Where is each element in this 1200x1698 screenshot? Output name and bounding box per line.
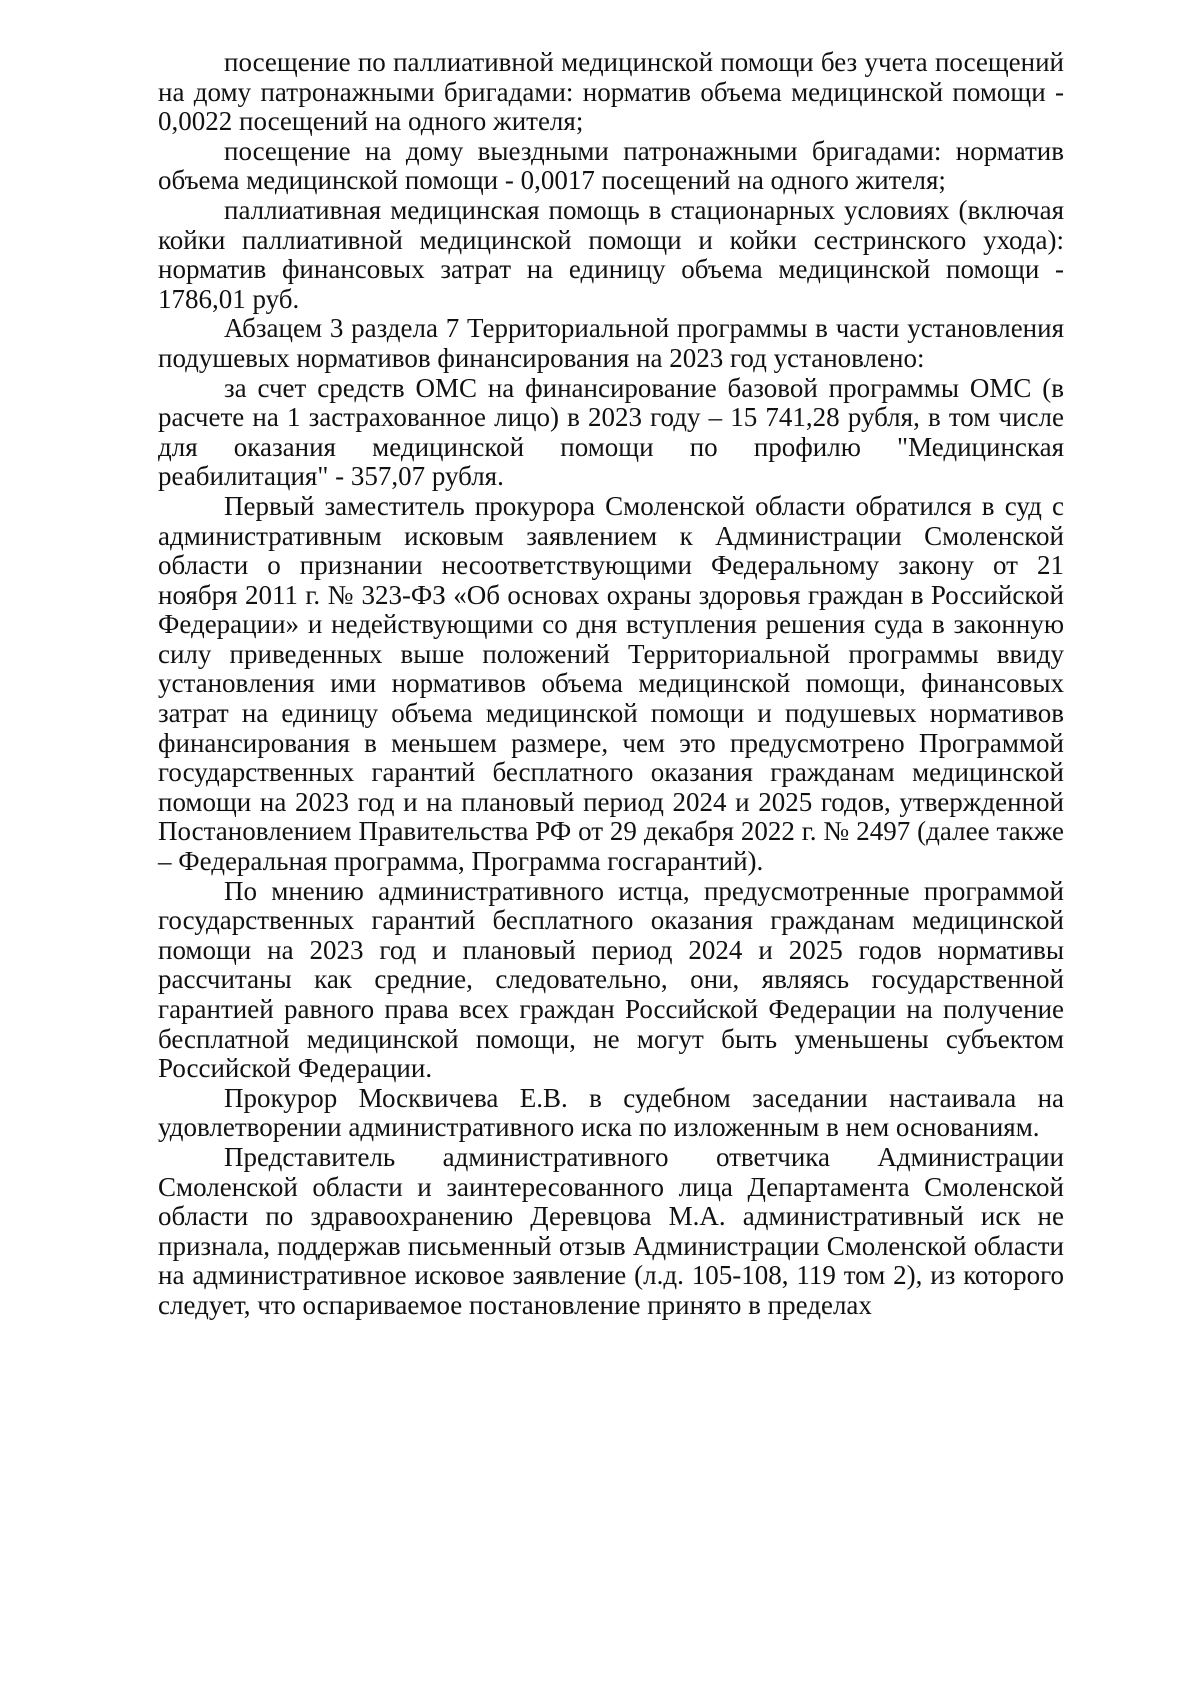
paragraph-inpatient-palliative: паллиативная медицинская помощь в стационарных условиях (включая койки паллиативной медицинской помощи и койки сестринского ухода): норматив финансовых затрат на единицу объема медицинской помощи - 1786,01 руб. <box>158 194 1064 314</box>
paragraph-prosecutor-claim: Первый заместитель прокурора Смоленской области обратился в суд с административным исковым заявлением к Администрации Смоленской области о признании несоответствующими Федеральному закону от 21 ноября 2011 г. № 323-ФЗ «Об основах охраны здоровья граждан в Российской Федерации» и недействующими со дня вступления решения суда в законную силу приведенных выше положений Территориальной программы ввиду установления ими нормативов объема медицинской помощи, финансовых затрат на единицу объема медицинской помощи и подушевых нормативов финансирования в меньшем размере, чем это предусмотрено Программой государственных гарантий бесплатного оказания гражданам медицинской помощи на 2023 год и на плановый период 2024 и 2025 годов, утвержденной Постановлением Правительства РФ от 29 декабря 2022 г. № 2497 (далее также – Федеральная программа, Программа госгарантий). <box>158 490 1064 877</box>
paragraph-prosecutor-position: Прокурор Москвичева Е.В. в судебном заседании настаивала на удовлетворении административного иска по изложенным в нем основаниям. <box>158 1082 1064 1143</box>
paragraph-section-7: Абзацем 3 раздела 7 Территориальной программы в части установления подушевых нормативов финансирования на 2023 год установлено: <box>158 313 1064 373</box>
paragraph-oms-financing: за счет средств ОМС на финансирование базовой программы ОМС (в расчете на 1 застрахованное лицо) в 2023 году – 15 741,28 рубля, в том числе для оказания медицинской помощи по профилю "Медицинская реабилитация" - 357,07 рубля. <box>158 372 1064 492</box>
paragraph-defendant-position: Представитель административного ответчика Администрации Смоленской области и заинтересованного лица Департамента Смоленской области по здравоохранению Деревцова М.А. административный иск не признала, поддержав письменный отзыв Администрации Смоленской области на административное исковое заявление (л.д. 105-108, 119 том 2), из которого следует, что оспариваемое постановление принято в пределах <box>158 1141 1064 1320</box>
paragraph-plaintiff-opinion: По мнению административного истца, предусмотренные программой государственных гарантий бесплатного оказания гражданам медицинской помощи на 2023 год и плановый период 2024 и 2025 годов нормативы рассчитаны как средние, следовательно, они, являясь государственной гарантией равного права всех граждан Российской Федерации на получение бесплатной медицинской помощи, не могут быть уменьшены субъектом Российской Федерации. <box>158 875 1064 1084</box>
document-body <box>158 48 1064 1321</box>
paragraph-palliative-visits: посещение по паллиативной медицинской помощи без учета посещений на дому патронажными бригадами: норматив объема медицинской помощи - 0,0022 посещений на одного жителя; <box>158 47 1064 137</box>
paragraph-home-visits: посещение на дому выездными патронажными бригадами: норматив объема медицинской помощи - 0,0017 посещений на одного жителя; <box>158 135 1064 196</box>
